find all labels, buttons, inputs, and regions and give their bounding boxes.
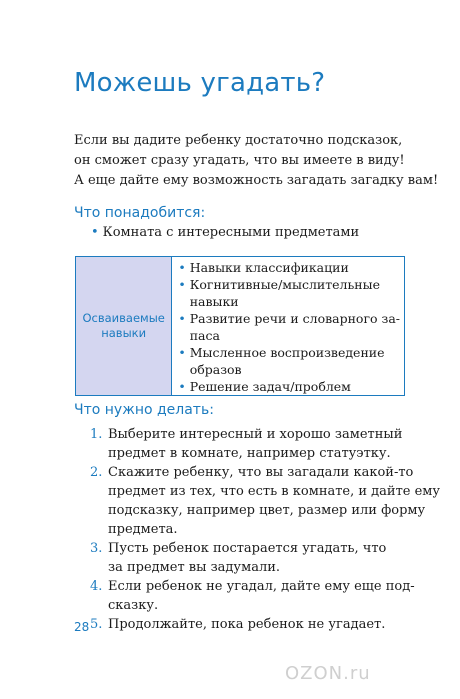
skill-text: Когнитивные/мыслительные (189, 277, 380, 292)
materials-item (91, 224, 359, 242)
step-text: Скажите ребенку, что вы загадали какой-то (108, 465, 414, 480)
instruction-step (90, 463, 441, 539)
step-text: подсказку, например цвет, размер или форму (108, 503, 426, 518)
step-number: 1. (90, 427, 103, 442)
skill-text: Мысленное воспроизведение (189, 345, 385, 360)
step-number: 5. (90, 617, 103, 632)
instruction-step (90, 615, 410, 634)
step-number: 4. (90, 579, 103, 594)
instruction-step (90, 539, 410, 577)
skills-label-line: навыки (101, 326, 147, 340)
bullet-icon: • (178, 379, 186, 394)
materials-heading: Что понадобится: (74, 205, 206, 221)
intro-line: Если вы дадите ребенку достаточно подсказок, (74, 133, 403, 148)
bullet-icon: • (178, 277, 186, 292)
skill-item (178, 344, 400, 378)
skill-item (178, 276, 400, 310)
skills-list (172, 257, 404, 395)
skill-text: Развитие речи и словарного за- (189, 311, 400, 326)
step-number: 2. (90, 465, 103, 480)
intro-line: он сможет сразу угадать, что вы имеете в виду! (74, 153, 405, 168)
instructions-list (90, 425, 441, 634)
step-text: Продолжайте, пока ребенок не угадает. (108, 617, 386, 632)
materials-item-text: Комната с интересными предметами (102, 225, 360, 240)
bullet-icon: • (178, 345, 186, 360)
step-text: Выберите интересный и хорошо заметный (108, 427, 403, 442)
skill-text: навыки (189, 294, 239, 309)
instruction-step (90, 425, 410, 463)
page-title: Можешь угадать? (74, 68, 326, 98)
skill-text: паса (189, 328, 220, 343)
skill-text: Решение задач/проблем (189, 379, 351, 394)
instructions-heading: Что нужно делать: (74, 402, 214, 418)
step-text: сказку. (108, 598, 159, 613)
skill-text: образов (189, 362, 242, 377)
skill-item (178, 259, 400, 276)
intro-paragraph (74, 131, 439, 191)
bullet-icon: • (178, 311, 186, 326)
skill-item (178, 310, 400, 344)
step-text: Пусть ребенок постарается угадать, что (108, 541, 387, 556)
step-text: предмета. (108, 522, 178, 537)
page-number: 28 (74, 620, 90, 634)
intro-line: А еще дайте ему возможность загадать загадку вам! (74, 173, 439, 188)
skills-table (75, 256, 405, 396)
skill-item (178, 378, 400, 395)
step-text: предмет из тех, что есть в комнате, и дайте ему (108, 484, 441, 499)
instruction-step (90, 577, 415, 615)
watermark: OZON.ru (285, 663, 371, 684)
step-number: 3. (90, 541, 103, 556)
skills-label-line: Осваиваемые (82, 311, 165, 325)
step-text: предмет в комнате, например статуэтку. (108, 446, 391, 461)
step-text: за предмет вы задумали. (108, 560, 280, 575)
skill-text: Навыки классификации (189, 260, 349, 275)
bullet-icon: • (178, 260, 186, 275)
step-text: Если ребенок не угадал, дайте ему еще под- (108, 579, 415, 594)
bullet-icon: • (91, 225, 99, 240)
skills-label-cell (76, 257, 172, 395)
